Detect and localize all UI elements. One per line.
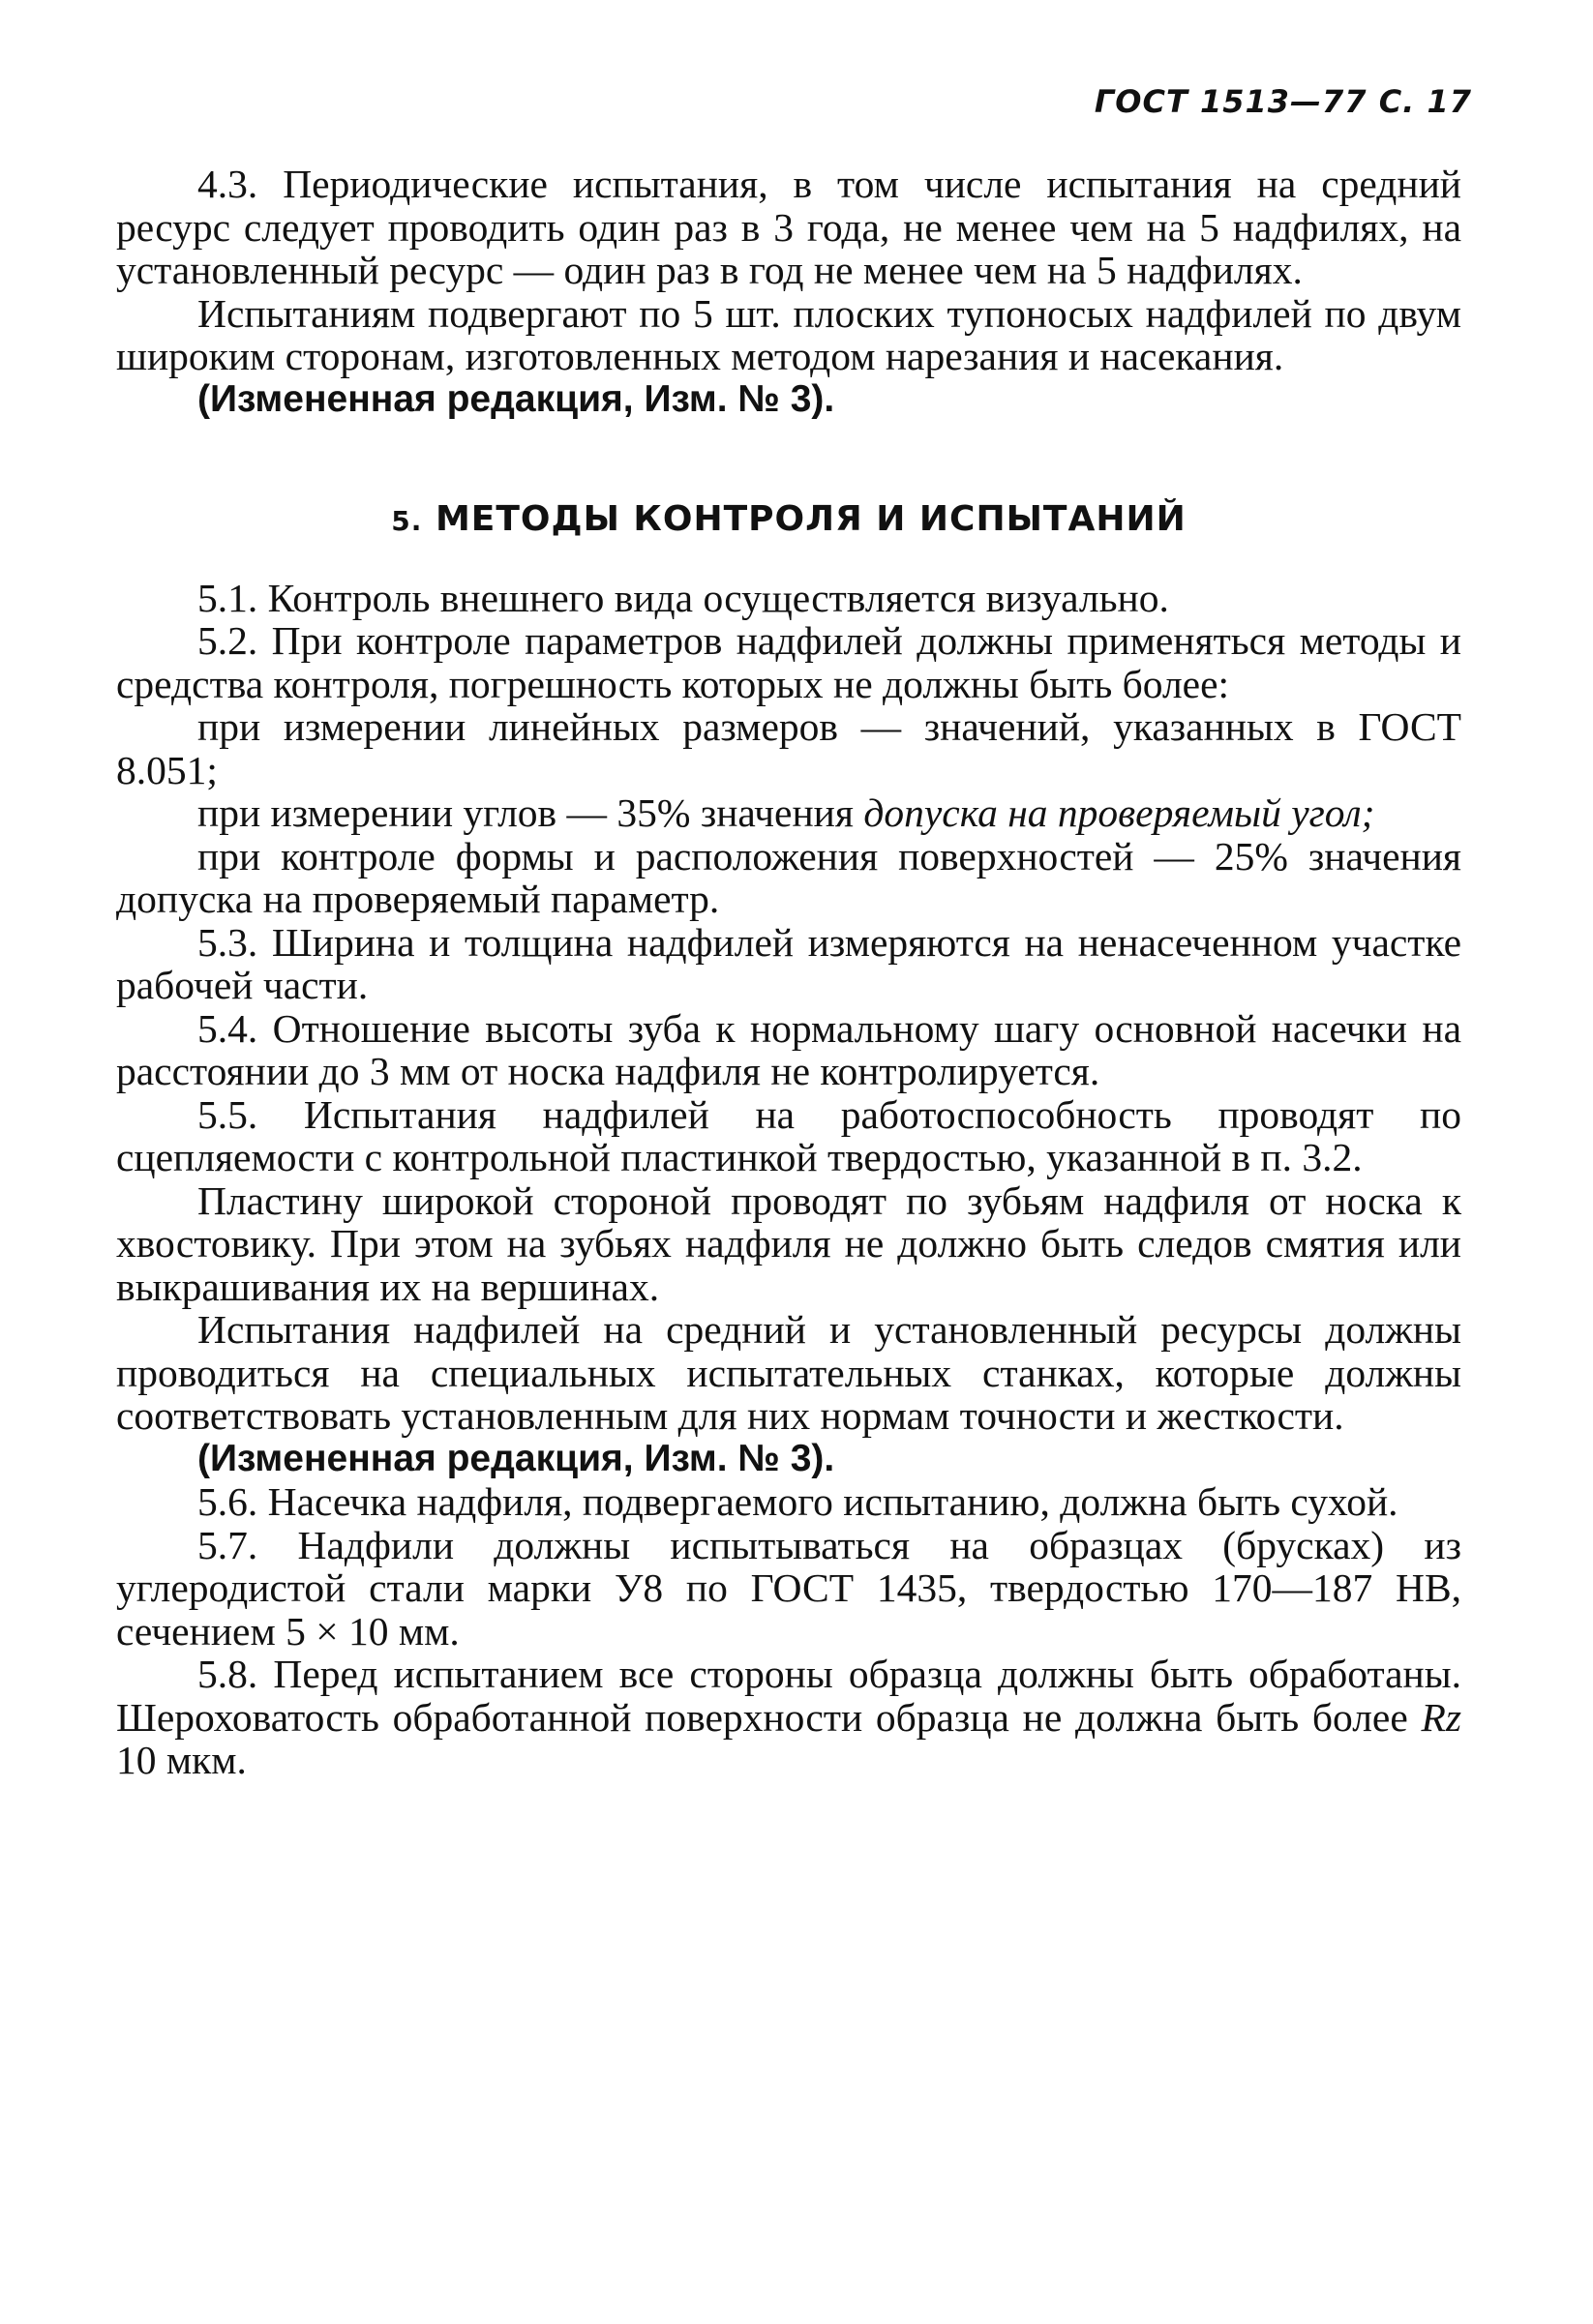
rz-symbol: Rz	[1421, 1694, 1461, 1740]
paragraph-5-6: 5.6. Насечка надфиля, подвергаемого испытанию, должна быть сухой.	[197, 1479, 1398, 1524]
page-header: ГОСТ 1513—77 С. 17	[1094, 83, 1472, 120]
paragraph-5-2-linear: при измерении линейных размеров — значений, указанных в ГОСТ 8.051;	[116, 704, 1461, 792]
paragraph-5-2-form: при контроле формы и расположения поверхностей — 25% значения допуска на проверяемый параметр.	[116, 833, 1461, 921]
paragraph-5-1: 5.1. Контроль внешнего вида осуществляется визуально.	[197, 575, 1169, 620]
angles-italic-text: допуска на проверяемый угол;	[863, 790, 1375, 835]
paragraph-5-3: 5.3. Ширина и толщина надфилей измеряются на ненасеченном участке рабочей части.	[116, 919, 1461, 1007]
paragraph-5-2: 5.2. При контроле параметров надфилей должны применяться методы и средства контроля, погрешность которых не должны быть более:	[116, 618, 1461, 706]
edit-note-section-4: (Измененная редакция, Изм. № 3).	[197, 377, 835, 420]
paragraph-5-7: 5.7. Надфили должны испытываться на образцах (брусках) из углеродистой стали марки У8 по ГОСТ 1435, твердостью 170—187 HB, сечением 5 × 10 мм.	[116, 1522, 1461, 1654]
paragraph-5-5-resource: Испытания надфилей на средний и установленный ресурсы должны проводиться на специальных испытательных станках, которые должны соответствовать установленным для них нормам точности и жесткости.	[116, 1307, 1461, 1438]
paragraph-5-2-angles	[116, 791, 1461, 835]
section-5-title: МЕТОДЫ КОНТРОЛЯ И ИСПЫТАНИЙ	[435, 499, 1187, 539]
document-body	[116, 163, 1461, 1782]
paragraph-5-8-tail: 10 мкм.	[116, 1738, 247, 1782]
paragraph-4-3: 4.3. Периодические испытания, в том числе испытания на средний ресурс следует проводить один раз в 3 года, не менее чем на 5 надфилях, на установленный ресурс — один раз в год не менее чем на 5 надфилях.	[116, 162, 1461, 292]
section-5-heading	[116, 498, 1461, 544]
paragraph-5-4: 5.4. Отношение высоты зуба к нормальному шагу основной насечки на расстоянии до 3 мм от носка надфиля не контролируется.	[116, 1005, 1461, 1093]
paragraph-5-8	[116, 1653, 1461, 1782]
angles-text: при измерении углов — 35% значения	[197, 790, 864, 835]
paragraph-4-3-tests: Испытаниям подвергают по 5 шт. плоских тупоносых надфилей по двум широким сторонам, изготовленных методом нарезания и насекания.	[116, 290, 1461, 378]
section-5-number: 5.	[391, 505, 423, 537]
edit-note-section-5: (Измененная редакция, Изм. № 3).	[197, 1437, 835, 1479]
paragraph-5-5-plate: Пластину широкой стороной проводят по зубьям надфиля от носка к хвостовику. При этом на зубьях надфиля не должно быть следов смятия или выкрашивания их на вершинах.	[116, 1177, 1461, 1309]
paragraph-5-8-text: 5.8. Перед испытанием все стороны образца должны быть обработаны. Шероховатость обработанной поверхности образца не должна быть более	[116, 1652, 1461, 1740]
paragraph-5-5: 5.5. Испытания надфилей на работоспособность проводят по сцепляемости с контрольной пластинкой твердостью, указанной в п. 3.2.	[116, 1091, 1461, 1179]
